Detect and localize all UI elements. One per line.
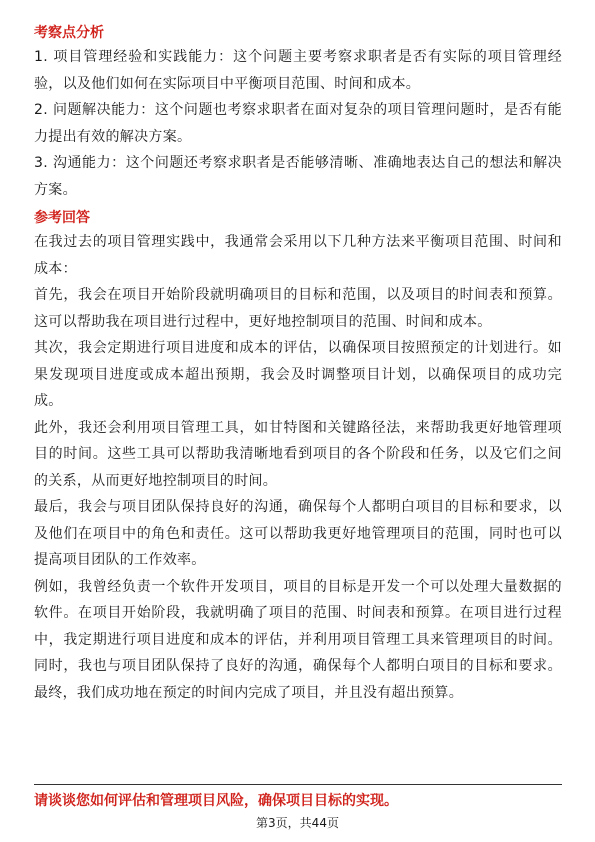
analysis-point-3: 3. 沟通能力：这个问题还考察求职者是否能够清晰、准确地表达自己的想法和解决方案。	[34, 155, 562, 198]
footer-divider	[34, 784, 562, 785]
analysis-point-2: 2. 问题解决能力：这个问题也考察求职者在面对复杂的项目管理问题时，是否有能力提出有效的解决方案。	[34, 102, 562, 145]
next-question: 请谈谈您如何评估和管理项目风险，确保项目目标的实现。	[34, 793, 398, 809]
analysis-point-1: 1. 项目管理经验和实践能力：这个问题主要考察求职者是否有实际的项目管理经验，以及他们如何在实际项目中平衡项目范围、时间和成本。	[34, 49, 562, 92]
answer-paragraph-tools: 此外，我还会利用项目管理工具，如甘特图和关键路径法，来帮助我更好地管理项目的时间。这些工具可以帮助我清晰地看到项目的各个阶段和任务，以及它们之间的关系，从而更好地控制项目的时间。	[34, 419, 562, 489]
answer-heading: 参考回答	[34, 210, 90, 226]
answer-paragraph-first: 首先，我会在项目开始阶段就明确项目的目标和范围，以及项目的时间表和预算。这可以帮助我在项目进行过程中，更好地控制项目的范围、时间和成本。	[34, 287, 562, 330]
answer-paragraph-second: 其次，我会定期进行项目进度和成本的评估，以确保项目按照预定的计划进行。如果发现项目进度或成本超出预期，我会及时调整项目计划，以确保项目的成功完成。	[34, 340, 562, 409]
document-page	[34, 22, 562, 706]
page-number: 第3页，共44页	[256, 816, 339, 830]
answer-paragraph-intro: 在我过去的项目管理实践中，我通常会采用以下几种方法来平衡项目范围、时间和成本：	[34, 234, 562, 277]
answer-paragraph-communication: 最后，我会与项目团队保持良好的沟通，确保每个人都明白项目的目标和要求，以及他们在项目中的角色和责任。这可以帮助我更好地管理项目的范围，同时也可以提高项目团队的工作效率。	[34, 499, 562, 568]
answer-paragraph-example: 例如，我曾经负责一个软件开发项目，项目的目标是开发一个可以处理大量数据的软件。在项目开始阶段，我就明确了项目的范围、时间表和预算。在项目进行过程中，我定期进行项目进度和成本的评估，并利用项目管理工具来管理项目的时间。同时，我也与项目团队保持了良好的沟通，确保每个人都明白项目的目标和要求。最终，我们成功地在预定的时间内完成了项目，并且没有超出预算。	[34, 578, 562, 701]
analysis-heading: 考察点分析	[34, 25, 104, 41]
